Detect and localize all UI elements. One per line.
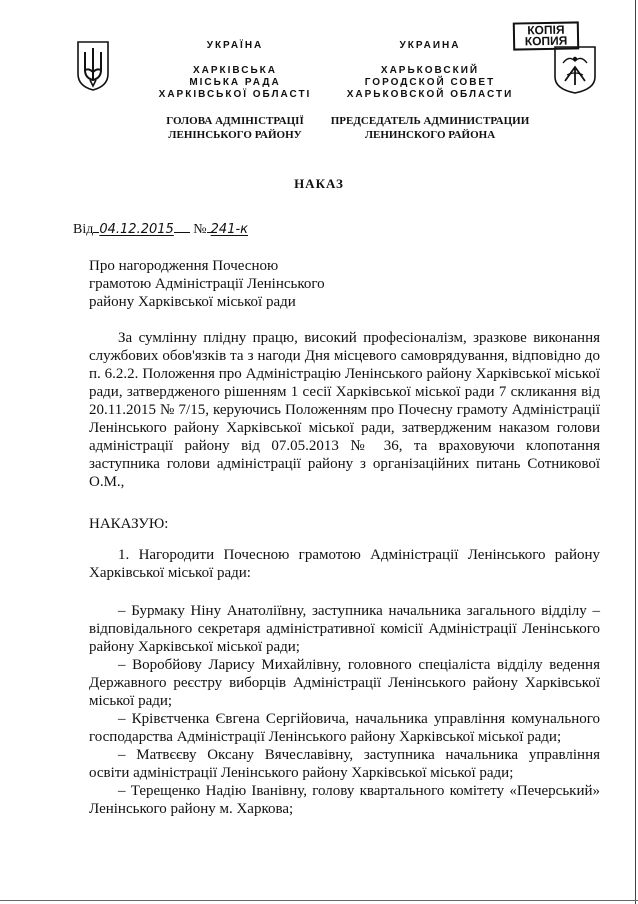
order-subject xyxy=(89,257,359,311)
nominee-item: – Крівєтченка Євгена Сергійовича, начальника управління комунального господарства Адміністрації Ленінського району Харківської міської ради; xyxy=(89,711,600,745)
order-number: 241-к xyxy=(210,222,249,237)
preamble-section xyxy=(89,329,600,491)
subject-line: району Харківської міської ради xyxy=(89,294,296,310)
subject-line: Про нагородження Почесною xyxy=(89,258,279,274)
header-country-ua: УКРАЇНА xyxy=(206,40,264,51)
item-1-section xyxy=(89,546,600,582)
header-line: ХАРЬКОВСКОЙ ОБЛАСТИ xyxy=(346,89,514,100)
city-emblem-icon xyxy=(553,45,597,95)
nominee-item: – Матвєєву Оксану Вячеславівну, заступника начальника управління освіти адміністрації Ленінського району Харківської міської ради; xyxy=(89,747,600,781)
trident-coat-of-arms-icon xyxy=(76,40,110,92)
document-title: НАКАЗ xyxy=(294,176,344,191)
header-office-line: ЛЕНІНСЬКОГО РАЙОНУ xyxy=(168,129,302,141)
header-line: ХАРКІВСЬКА xyxy=(192,65,278,76)
number-prefix: № xyxy=(193,222,207,237)
header-line: МІСЬКА РАДА xyxy=(189,77,281,88)
order-date-number xyxy=(73,222,248,238)
scan-edge-right xyxy=(635,0,636,904)
date-blank xyxy=(174,232,190,233)
subject-line: грамотою Адміністрації Ленінського xyxy=(89,276,325,292)
item-1-paragraph: 1. Нагородити Почесною грамотою Адміністрації Ленінського району Харківської міської ради: xyxy=(89,547,600,581)
nominees-list xyxy=(89,602,600,818)
header-line: ХАРКІВСЬКОЇ ОБЛАСТІ xyxy=(158,89,312,100)
preamble-paragraph: За сумлінну плідну працю, високий професіоналізм, зразкове виконання службових обов'язків та з нагоди Дня місцевого самоврядування, відповідно до п. 6.2.2. Положення про Адміністрацію Ленінського району Харківської міської ради, затвердженого рішенням 1 сесії Харківської міської ради 7 скликання від 20.11.2015 № 7/15, керуючись Положенням про Почесну грамоту Адміністрації Ленінського району Харківської міської ради, затвердженим наказом голови адміністрації району від 07.05.2013 № 36, та враховуючи клопотання заступника голови адміністрації району з організаційних питань Сотникової О.М., xyxy=(89,330,600,490)
header-country-ru: УКРАИНА xyxy=(399,40,461,51)
header-line: ХАРЬКОВСКИЙ xyxy=(380,65,480,76)
date-prefix: Від xyxy=(73,222,94,237)
header-russian xyxy=(320,40,540,142)
header-ukrainian xyxy=(135,40,335,142)
header-line: ГОРОДСКОЙ СОВЕТ xyxy=(364,77,496,88)
header-office-ua xyxy=(135,114,335,142)
nominee-item: – Бурмаку Ніну Анатоліївну, заступника начальника загального відділу – відповідального секретаря адміністративної комісії Адміністрації Ленінського району Харківської міської ради; xyxy=(89,603,600,655)
header-office-line: ЛЕНИНСКОГО РАЙОНА xyxy=(364,129,496,141)
stamp-line: КОПІЯ xyxy=(527,22,565,38)
nominee-item: – Воробйову Ларису Михайлівну, головного спеціаліста відділу ведення Державного реєстру виборців Адміністрації Ленінського району Харківської міської ради; xyxy=(89,657,600,709)
order-date: 04.12.2015 xyxy=(99,222,174,237)
stamp-line: КОПИЯ xyxy=(524,33,568,49)
nominee-item: – Терещенко Надію Іванівну, голову квартального комітету «Печерський» Ленінського району м. Харкова; xyxy=(89,783,600,817)
decree-word: НАКАЗУЮ: xyxy=(89,516,169,532)
scan-edge-bottom xyxy=(0,900,638,901)
header-office-line: ГОЛОВА АДМІНІСТРАЦІЇ xyxy=(166,115,304,127)
header-office-ru xyxy=(320,114,540,142)
header-office-line: ПРЕДСЕДАТЕЛЬ АДМИНИСТРАЦИИ xyxy=(330,115,530,127)
